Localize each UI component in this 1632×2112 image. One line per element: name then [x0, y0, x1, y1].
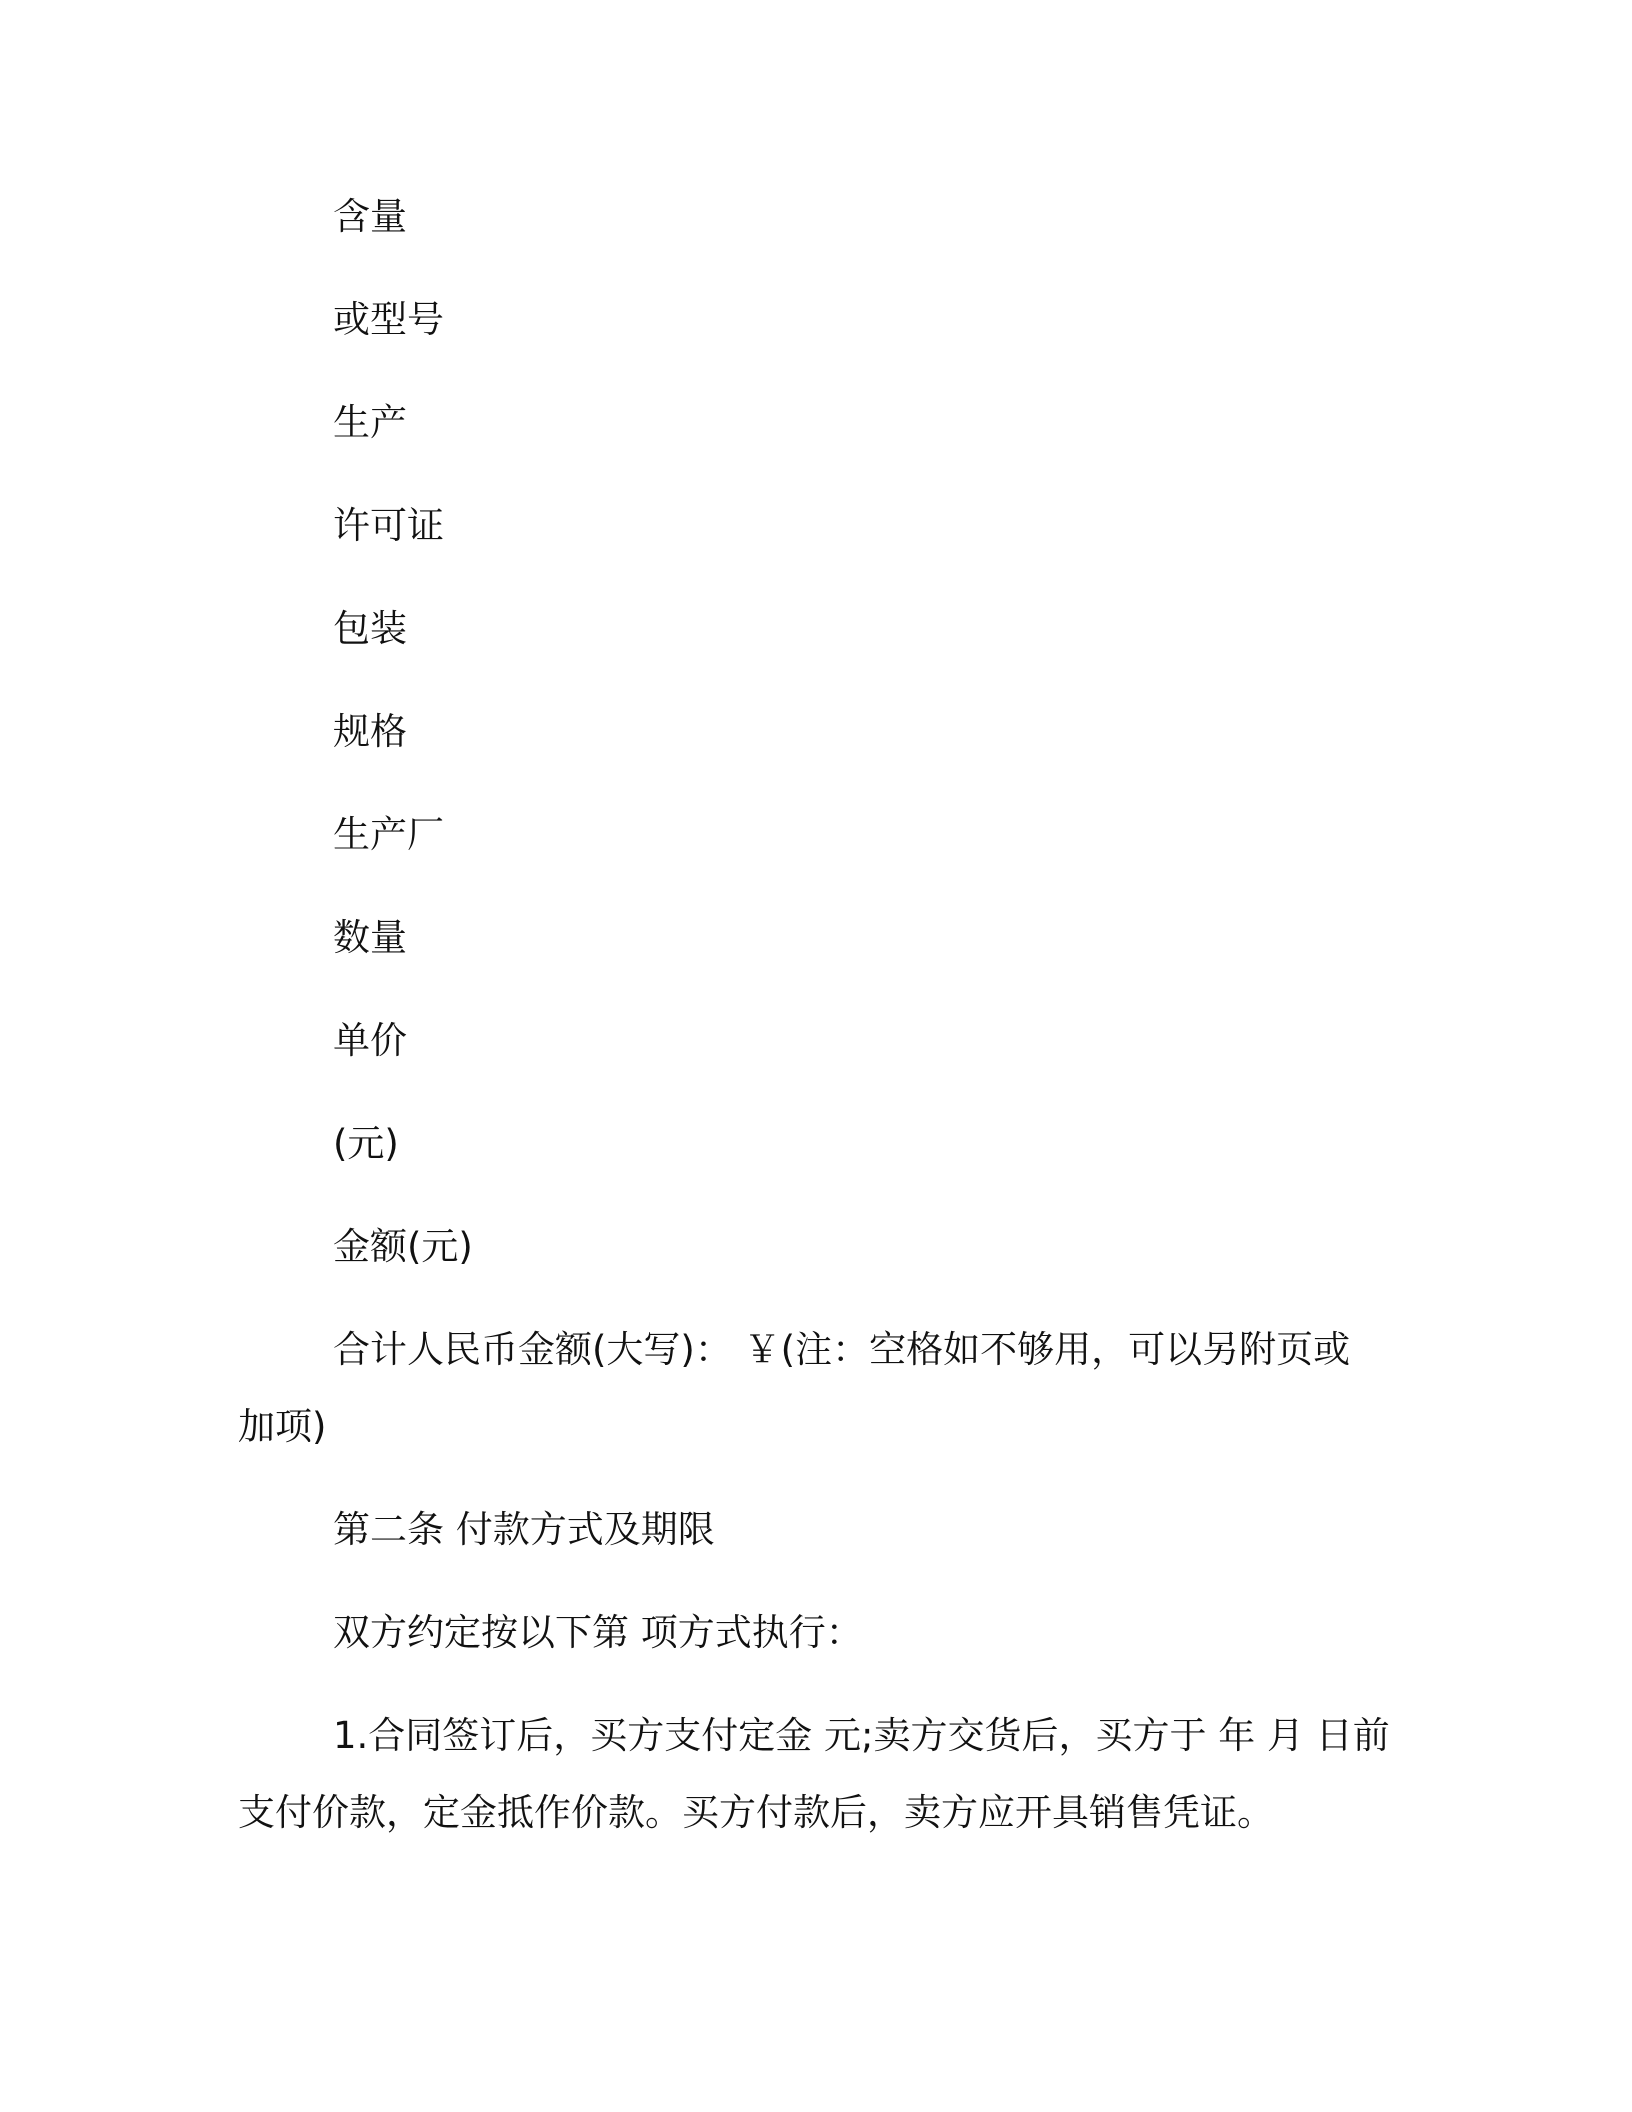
- field-label-license: 许可证: [333, 504, 444, 547]
- field-label-content: 含量: [333, 195, 407, 238]
- field-label-amount: 金额(元): [333, 1225, 473, 1268]
- total-amount-line-cont: 加项): [238, 1405, 327, 1448]
- article2-intro: 双方约定按以下第 项方式执行：: [333, 1611, 863, 1654]
- field-label-unit-price: 单价: [333, 1019, 407, 1062]
- field-label-production: 生产: [333, 401, 407, 444]
- article2-item1-cont: 支付价款，定金抵作价款。买方付款后，卖方应开具销售凭证。: [238, 1791, 1274, 1834]
- field-label-model: 或型号: [333, 298, 444, 341]
- field-label-spec: 规格: [333, 710, 407, 753]
- field-label-manufacturer: 生产厂: [333, 813, 444, 856]
- field-label-unit-yuan: (元): [333, 1122, 399, 1165]
- total-amount-line: 合计人民币金额(大写)： ￥(注：空格如不够用，可以另附页或: [333, 1328, 1351, 1371]
- article2-item1: 1.合同签订后，买方支付定金 元;卖方交货后，买方于 年 月 日前: [333, 1714, 1390, 1757]
- article2-heading: 第二条 付款方式及期限: [333, 1508, 715, 1551]
- field-label-packaging: 包装: [333, 607, 407, 650]
- field-label-quantity: 数量: [333, 916, 407, 959]
